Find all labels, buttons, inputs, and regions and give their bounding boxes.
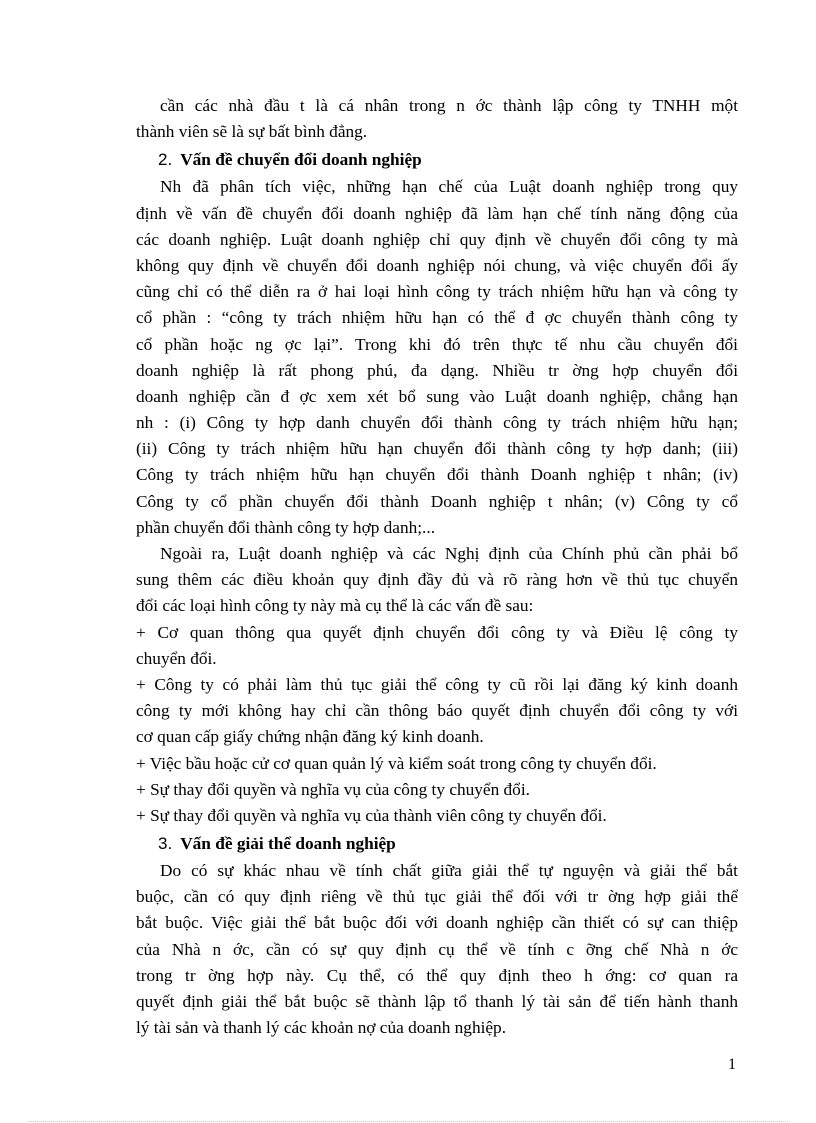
- text-line: của Nhà n ớc, cần có sự quy định cụ thể về tính c ỡng chế Nhà n ớc: [136, 939, 738, 959]
- text-line: cũng chỉ có thể diễn ra ở hai loại hình công ty trách nhiệm hữu hạn và công ty: [136, 282, 738, 302]
- section-heading: [136, 145, 738, 174]
- text-line: đổi các loại hình công ty này mà cụ thể là các vấn đề sau:: [136, 596, 534, 616]
- text-line: (ii) Công ty trách nhiệm hữu hạn chuyển đổi thành công ty hợp danh; (iii): [136, 439, 738, 459]
- text-line: trong tr ờng hợp này. Cụ thể, có thể quy định theo h ớng: cơ quan ra: [136, 965, 738, 985]
- text-line: cơ quan cấp giấy chứng nhận đăng ký kinh doanh.: [136, 727, 484, 747]
- text-line: lý tài sản và thanh lý các khoản nợ của doanh nghiệp.: [136, 1018, 507, 1038]
- text-line: + Công ty có phải làm thủ tục giải thể công ty cũ rồi lại đăng ký kinh doanh: [136, 674, 738, 694]
- paragraph: [136, 858, 738, 1041]
- text-line: Ngoài ra, Luật doanh nghiệp và các Nghị định của Chính phủ cần phải bổ: [160, 544, 738, 563]
- text-line: Công ty cổ phần chuyển đổi thành Doanh nghiệp t nhân; (v) Công ty cổ: [136, 491, 738, 511]
- paragraph: [136, 174, 738, 541]
- paragraph: [136, 541, 738, 620]
- list-item: [136, 620, 738, 672]
- text-line: bắt buộc. Việc giải thể bắt buộc đối với doanh nghiệp cần thiết có sự can thiệp: [136, 913, 738, 933]
- text-line: + Cơ quan thông qua quyết định chuyển đổi công ty và Điều lệ công ty: [136, 622, 738, 642]
- list-item: + Sự thay đổi quyền và nghĩa vụ của thành viên công ty chuyển đổi.: [136, 805, 607, 825]
- text-line: định về vấn đề chuyển đổi doanh nghiệp đã làm hạn chế tính năng động của: [136, 203, 738, 223]
- text-line: không quy định về chuyển đổi doanh nghiệp nói chung, và việc chuyển đổi ấy: [136, 255, 738, 275]
- text-line: Do có sự khác nhau về tính chất giữa giải thể tự nguyện và giải thể bắt: [160, 861, 738, 881]
- text-line: Nh đã phân tích việc, những hạn chế của Luật doanh nghiệp trong quy: [160, 177, 738, 197]
- text-line: thành viên sẽ là sự bất bình đẳng.: [136, 122, 368, 142]
- section-title: Vấn đề giải thể doanh nghiệp: [180, 834, 396, 854]
- text-line: quyết định giải thể bắt buộc sẽ thành lập tổ thanh lý tài sản để tiến hành thanh: [136, 992, 738, 1011]
- page-bottom-divider: [28, 1121, 788, 1122]
- list-item: [136, 672, 738, 751]
- text-line: buộc, cần có quy định riêng về thủ tục giải thể đối với tr ờng hợp giải thể: [136, 887, 738, 907]
- list-item: + Sự thay đổi quyền và nghĩa vụ của công ty chuyển đổi.: [136, 779, 530, 799]
- text-line: Công ty trách nhiệm hữu hạn chuyển đổi thành Doanh nghiệp t nhân; (iv): [136, 465, 738, 485]
- page-number: 1: [728, 1056, 736, 1073]
- text-line: doanh nghiệp là rất phong phú, đa dạng. Nhiều tr ờng hợp chuyển đổi: [136, 360, 738, 380]
- text-line: cổ phần : “công ty trách nhiệm hữu hạn có thể đ ợc chuyển thành công ty: [136, 308, 738, 328]
- text-line: sung thêm các điều khoản quy định đầy đủ và rõ ràng hơn về thủ tục chuyển: [136, 570, 738, 590]
- section-number: 2.: [158, 150, 173, 170]
- text-line: doanh nghiệp cần đ ợc xem xét bổ sung vào Luật doanh nghiệp, chẳng hạn: [136, 386, 738, 406]
- text-line: phần chuyển đổi thành công ty hợp danh;...: [136, 517, 436, 537]
- document-body: [136, 93, 738, 1041]
- text-line: nh : (i) Công ty hợp danh chuyển đổi thành công ty trách nhiệm hữu hạn;: [136, 413, 738, 433]
- list-item: + Việc bầu hoặc cử cơ quan quản lý và kiểm soát trong công ty chuyển đổi.: [136, 753, 657, 773]
- text-line: cổ phần hoặc ng ợc lại”. Trong khi đó trên thực tế nhu cầu chuyển đổi: [136, 334, 738, 354]
- text-line: cần các nhà đầu t là cá nhân trong n ớc thành lập công ty TNHH một: [160, 96, 738, 115]
- text-line: chuyển đổi.: [136, 648, 217, 668]
- section-title: Vấn đề chuyển đổi doanh nghiệp: [180, 150, 422, 170]
- section-heading: [136, 829, 738, 858]
- text-line: công ty mới không hay chỉ cần thông báo quyết định chuyển đổi công ty với: [136, 701, 738, 721]
- text-line: các doanh nghiệp. Luật doanh nghiệp chỉ quy định về chuyển đổi công ty mà: [136, 229, 738, 249]
- section-number: 3.: [158, 834, 173, 854]
